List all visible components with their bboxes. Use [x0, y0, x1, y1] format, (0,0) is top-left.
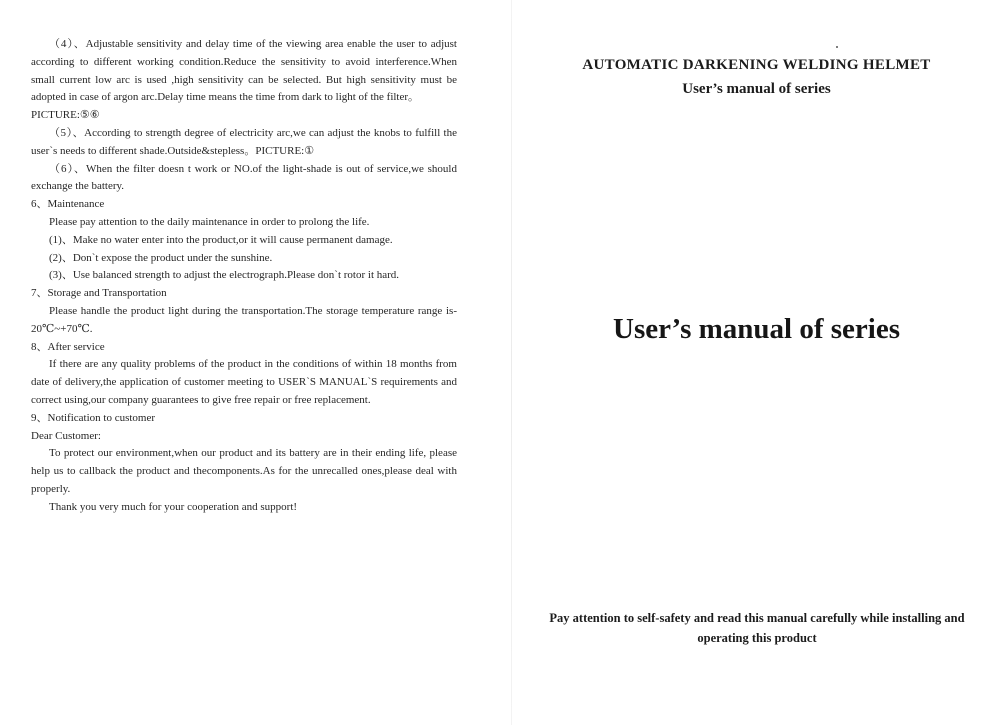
list-item-balanced-strength: (3)、Use balanced strength to adjust the electrograph.Please don`t rotor it hard.	[49, 269, 400, 282]
salutation: Dear Customer:	[31, 429, 101, 442]
paragraph-thanks: Thank you very much for your cooperation and support!	[49, 500, 298, 513]
paragraph-after-service: If there are any quality problems of the product in the conditions of within 18 months from date of delivery,the application of customer meeting to USER`S MANUAL`S requirements and correct using,our company guarantees to give free repair or free replacement.	[31, 358, 457, 406]
paragraph-environment: To protect our environment,when our product and its battery are in their ending life, please help us to callback the product and thecomponents.As for the unrecalled ones,please deal with properly.	[31, 447, 457, 495]
paragraph-knob-adjust: （5）、According to strength degree of electricity arc,we can adjust the knobs to fulfill the user`s needs to different shade.Outside&stepless。PICTURE:①	[31, 126, 457, 157]
paragraph-storage: Please handle the product light during the transportation.The storage temperature range is-20℃~+70℃.	[31, 304, 457, 335]
paragraph-adjustable-sensitivity: （4）、Adjustable sensitivity and delay time of the viewing area enable the user to adjust according to different working condition.Reduce the sensitivity to avoid interference.When small current low arc is used ,high sensitivity can be selected. But high sensitivity must be adopted in case of argon arc.Delay time means the time from dark to light of the filter。	[31, 38, 457, 104]
cover-subtitle: User’s manual of series	[682, 81, 831, 97]
paragraph-picture-ref-56: PICTURE:⑤⑥	[31, 109, 100, 122]
paragraph-battery: （6）、When the filter doesn t work or NO.of the light-shade is out of service,we should exchange the battery.	[31, 162, 457, 193]
list-item-no-water: (1)、Make no water enter into the product,or it will cause permanent damage.	[49, 233, 393, 246]
heading-after-service: 8、After service	[31, 340, 105, 353]
right-page	[512, 0, 1001, 725]
cover-big-title: User’s manual of series	[613, 313, 900, 345]
cover-title: AUTOMATIC DARKENING WELDING HELMET	[582, 57, 931, 73]
list-item-no-sunshine: (2)、Don`t expose the product under the sunshine.	[49, 251, 273, 264]
heading-notification: 9、Notification to customer	[31, 411, 156, 424]
heading-storage: 7、Storage and Transportation	[31, 287, 167, 300]
left-page	[31, 36, 457, 517]
safety-note: Pay attention to self-safety and read this manual carefully while installing and operating this product	[549, 611, 965, 645]
paragraph-maintenance-intro: Please pay attention to the daily maintenance in order to prolong the life.	[49, 215, 370, 228]
heading-maintenance: 6、Maintenance	[31, 198, 105, 211]
